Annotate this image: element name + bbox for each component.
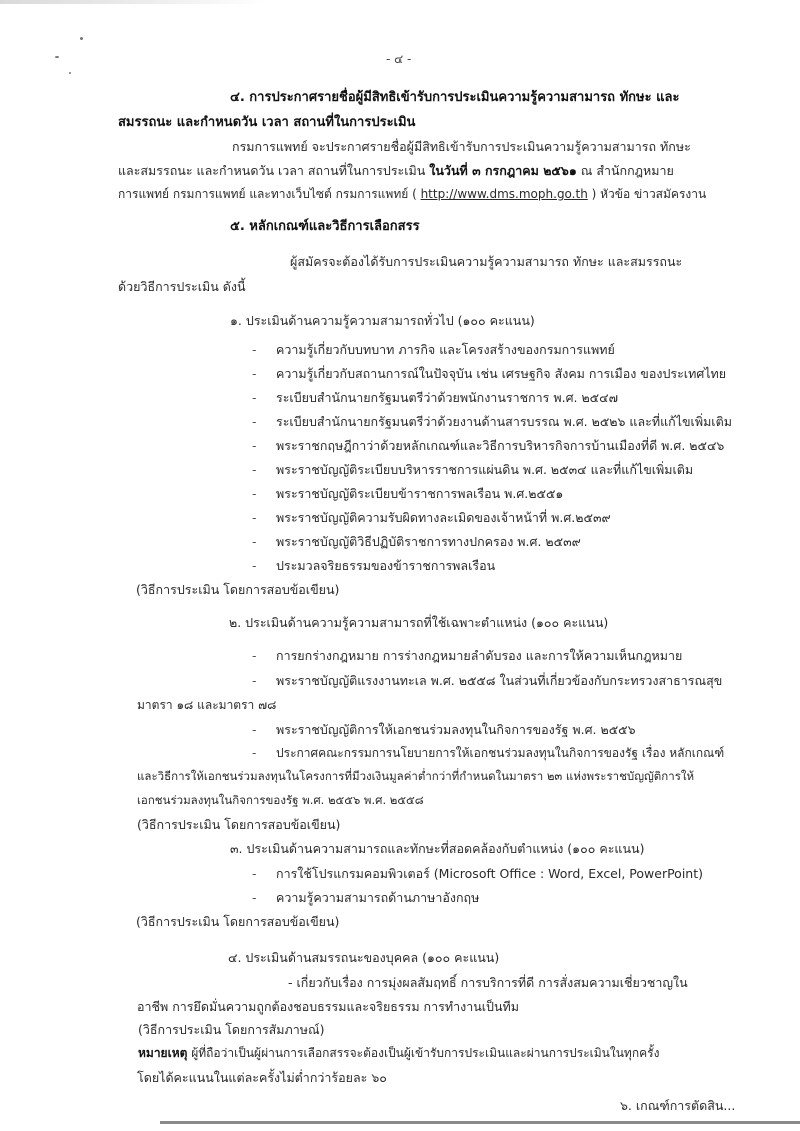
date-highlight: ในวันที่ ๓ กรกฎาคม ๒๕๖๑ <box>429 163 577 178</box>
bullet-dash: - <box>252 366 257 381</box>
note-line2: โดยได้คะแนนในแต่ละครั้งไม่ต่ำกว่าร้อยละ ๖๐ <box>137 1070 387 1085</box>
part-3-method: (วิธีการประเมิน โดยการสอบข้อเขียน) <box>136 914 340 929</box>
scan-speck <box>80 37 83 40</box>
part-4-method: (วิธีการประเมิน โดยการสัมภาษณ์) <box>138 1022 325 1037</box>
section-5-intro-line1: ผู้สมัครจะต้องได้รับการประเมินความรู้ความสามารถ ทักษะ และสมรรถนะ <box>290 254 683 269</box>
scan-speck <box>55 56 59 58</box>
section-4-heading-line1: ๔. การประกาศรายชื่อผู้มีสิทธิเข้ารับการประเมินความรู้ความสามารถ ทักษะ และ <box>230 90 680 105</box>
list-item: - ความรู้ความสามารถด้านภาษาอังกฤษ <box>252 890 480 905</box>
bullet-dash: - <box>252 722 257 737</box>
bullet-dash: - <box>252 648 257 663</box>
bullet-dash: - <box>252 486 257 501</box>
bullet-dash: - <box>252 438 257 453</box>
list-item: - พระราชบัญญัติการให้เอกชนร่วมลงทุนในกิจการของรัฐ พ.ศ. ๒๕๕๖ <box>252 722 636 737</box>
body-text: และสมรรถนะ และกำหนดวัน เวลา สถานที่ในการประเมิน <box>118 163 430 178</box>
part-2-method: (วิธีการประเมิน โดยการสอบข้อเขียน) <box>137 817 341 832</box>
list-item: - การใช้โปรแกรมคอมพิวเตอร์ (Microsoft Office : Word, Excel, PowerPoint) <box>252 866 704 881</box>
note-text: ผู้ที่ถือว่าเป็นผู้ผ่านการเลือกสรรจะต้องเป็นผู้เข้ารับการประเมินและผ่านการประเมินในทุกครั้ง <box>187 1046 660 1060</box>
note <box>138 1046 659 1060</box>
body-text: การแพทย์ กรมการแพทย์ และทางเว็บไซต์ กรมการแพทย์ ( <box>118 187 421 201</box>
note-label: หมายเหตุ <box>138 1046 188 1060</box>
bullet-dash: - <box>252 534 257 549</box>
bullet-dash: - <box>252 390 257 405</box>
part-1-method: (วิธีการประเมิน โดยการสอบข้อเขียน) <box>136 582 340 597</box>
section-4-body-line3 <box>118 187 706 201</box>
list-item: - พระราชบัญญัติแรงงานทะเล พ.ศ. ๒๕๕๘ ในส่วนที่เกี่ยวข้องกับกระทรวงสาธารณสุข <box>252 673 723 688</box>
list-item: - ความรู้เกี่ยวกับสถานการณ์ในปัจจุบัน เช่น เศรษฐกิจ สังคม การเมือง ของประเทศไทย <box>252 366 727 381</box>
section-4-body-line2 <box>118 163 674 178</box>
part-4-item-line2: อาชีพ การยึดมั่นความถูกต้องชอบธรรมและจริยธรรม การทำงานเป็นทีม <box>137 999 520 1014</box>
list-item: - พระราชบัญญัติวิธีปฏิบัติราชการทางปกครอง พ.ศ. ๒๕๓๙ <box>252 534 581 549</box>
list-item: - ระเบียบสำนักนายกรัฐมนตรีว่าด้วยพนักงานราชการ พ.ศ. ๒๕๔๗ <box>252 390 619 405</box>
list-item: - พระราชกฤษฎีกาว่าด้วยหลักเกณฑ์และวิธีการบริหารกิจการบ้านเมืองที่ดี พ.ศ. ๒๕๔๖ <box>252 438 725 453</box>
section-4-heading-line2: สมรรถนะ และกำหนดวัน เวลา สถานที่ในการประเมิน <box>118 115 416 130</box>
page-number: - ๔ - <box>386 52 412 66</box>
list-item: - การยกร่างกฎหมาย การร่างกฎหมายลำดับรอง และการให้ความเห็นกฎหมาย <box>252 648 683 663</box>
part-4-title: ๔. ประเมินด้านสมรรถนะของบุคคล (๑๐๐ คะแนน) <box>228 950 500 965</box>
website-link[interactable]: http://www.dms.moph.go.th <box>420 187 588 201</box>
list-item: - พระราชบัญญัติความรับผิดทางละเมิดของเจ้าหน้าที่ พ.ศ.๒๕๓๙ <box>252 510 611 525</box>
section-5-heading: ๕. หลักเกณฑ์และวิธีการเลือกสรร <box>230 219 420 234</box>
list-item-continuation: มาตรา ๑๘ และมาตรา ๗๘ <box>137 698 277 712</box>
list-item: - ประกาศคณะกรรมการนโยบายการให้เอกชนร่วมลงทุนในกิจการของรัฐ เรื่อง หลักเกณฑ์ <box>252 746 725 760</box>
bullet-dash: - <box>252 673 257 688</box>
part-2-title: ๒. ประเมินด้านความรู้ความสามารถที่ใช้เฉพาะตำแหน่ง (๑๐๐ คะแนน) <box>229 615 609 630</box>
scan-edge-top <box>0 0 265 4</box>
bullet-dash: - <box>252 890 257 905</box>
bullet-dash: - <box>252 866 257 881</box>
bullet-dash: - <box>252 746 257 760</box>
bullet-dash: - <box>252 342 257 357</box>
list-item: - พระราชบัญญัติระเบียบข้าราชการพลเรือน พ.ศ.๒๕๕๑ <box>252 486 564 501</box>
bullet-dash: - <box>252 414 257 429</box>
bullet-dash: - <box>252 462 257 477</box>
list-item: - ความรู้เกี่ยวกับบทบาท ภารกิจ และโครงสร้างของกรมการแพทย์ <box>252 342 615 357</box>
section-5-intro-line2: ด้วยวิธีการประเมิน ดังนี้ <box>118 279 246 294</box>
scan-speck <box>69 72 71 74</box>
body-text: ) หัวข้อ ข่าวสมัครงาน <box>587 187 707 201</box>
bullet-dash: - <box>252 510 257 525</box>
body-text: ณ สำนักกฎหมาย <box>576 163 674 178</box>
section-4-body-line1: กรมการแพทย์ จะประกาศรายชื่อผู้มีสิทธิเข้ารับการประเมินความรู้ความสามารถ ทักษะ <box>232 139 691 154</box>
list-item: - ระเบียบสำนักนายกรัฐมนตรีว่าด้วยงานด้านสารบรรณ พ.ศ. ๒๕๒๖ และที่แก้ไขเพิ่มเติม <box>252 414 732 429</box>
part-1-title: ๑. ประเมินด้านความรู้ความสามารถทั่วไป (๑๐๐ คะแนน) <box>230 313 535 328</box>
scan-edge-bottom <box>160 1121 800 1124</box>
list-item-continuation: เอกชนร่วมลงทุนในกิจการของรัฐ พ.ศ. ๒๕๕๖ พ.ศ. ๒๕๕๘ <box>137 793 424 807</box>
list-item: - พระราชบัญญัติระเบียบบริหารราชการแผ่นดิน พ.ศ. ๒๕๓๔ และที่แก้ไขเพิ่มเติม <box>252 462 694 477</box>
continuation-text: ๖. เกณฑ์การตัดสิน... <box>620 1098 736 1113</box>
part-3-title: ๓. ประเมินด้านความสามารถและทักษะที่สอดคล้องกับตำแหน่ง (๑๐๐ คะแนน) <box>230 841 645 856</box>
part-4-item-line1: - เกี่ยวกับเรื่อง การมุ่งผลสัมฤทธิ์ การบริการที่ดี การสั่งสมความเชี่ยวชาญใน <box>288 975 688 990</box>
list-item: - ประมวลจริยธรรมของข้าราชการพลเรือน <box>252 558 496 573</box>
list-item-continuation: และวิธีการให้เอกชนร่วมลงทุนในโครงการที่มีวงเงินมูลค่าต่ำกว่าที่กำหนดในมาตรา ๒๓ แห่งพระราชบัญญัติการให้ <box>137 769 695 783</box>
bullet-dash: - <box>252 558 257 573</box>
